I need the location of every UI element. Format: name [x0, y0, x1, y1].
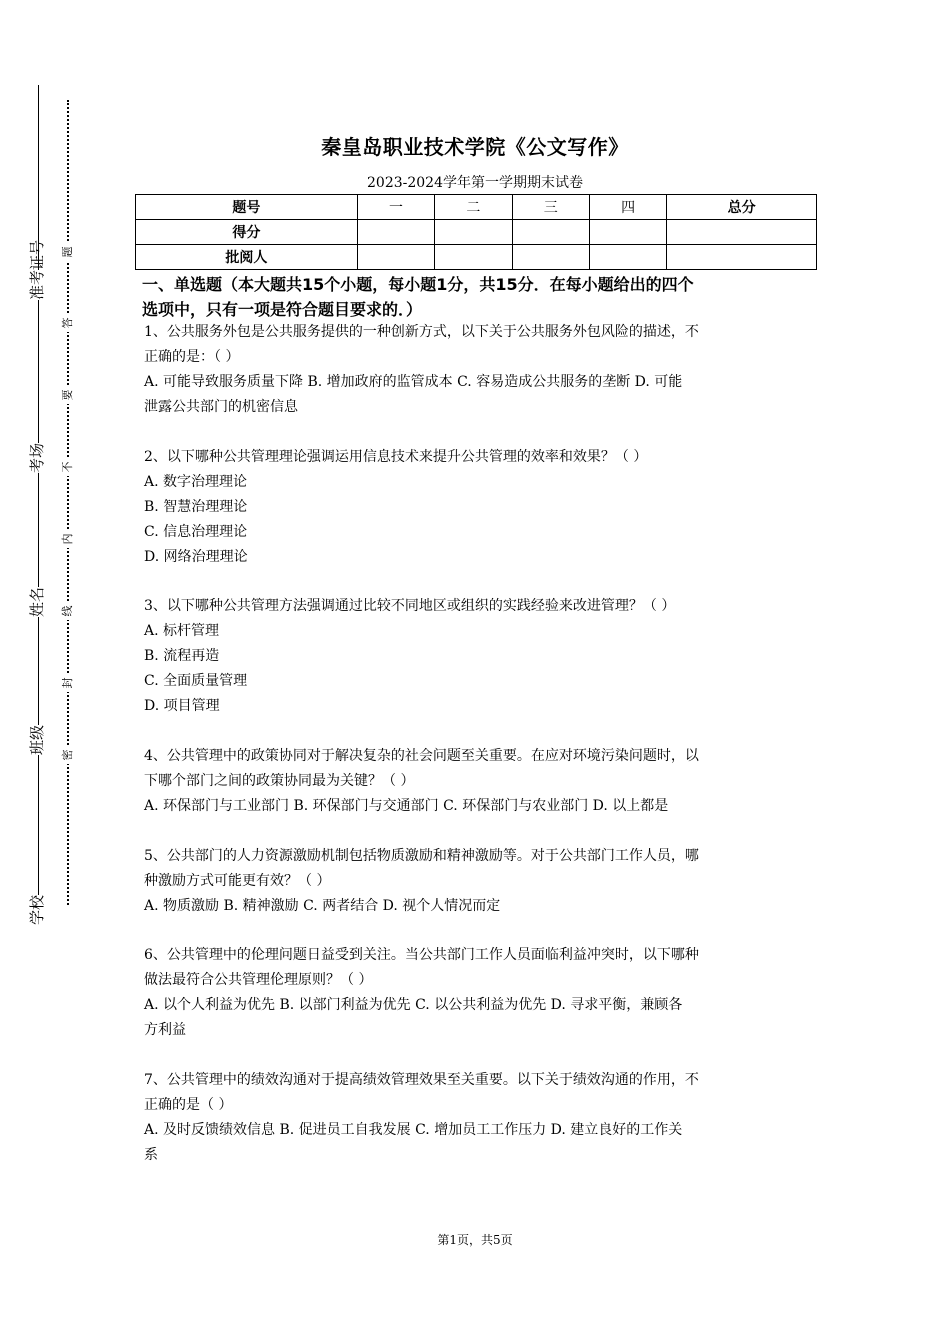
score-cell[interactable]	[512, 245, 589, 270]
question-stem: 做法最符合公共管理伦理原则？（ ）	[144, 972, 373, 988]
question-option: D. 网络治理理论	[144, 549, 248, 565]
score-col-header: 三	[512, 195, 589, 220]
question-3	[144, 594, 810, 719]
score-row-label: 得分	[136, 220, 358, 245]
question-option: A. 数字治理理论	[144, 474, 248, 490]
score-cell[interactable]	[589, 220, 666, 245]
seal-char: 不	[61, 458, 75, 476]
score-col-header: 题号	[136, 195, 358, 220]
binding-dotted-line	[67, 100, 69, 905]
question-option: B. 智慧治理理论	[144, 499, 248, 515]
seal-char: 密	[61, 746, 75, 764]
seal-char: 要	[61, 386, 75, 404]
question-options: A. 及时反馈绩效信息 B. 促进员工自我发展 C. 增加员工工作压力 D. 建立良好的工作关	[144, 1122, 683, 1138]
question-option: C. 全面质量管理	[144, 673, 248, 689]
question-stem: 1、公共服务外包是公共服务提供的一种创新方式，以下关于公共服务外包风险的描述，不	[144, 324, 699, 340]
question-6	[144, 943, 810, 1043]
question-option: A. 标杆管理	[144, 623, 220, 639]
question-stem: 正确的是：（ ）	[144, 349, 240, 365]
score-cell[interactable]	[589, 245, 666, 270]
score-cell[interactable]	[667, 245, 817, 270]
score-cell[interactable]	[435, 220, 512, 245]
question-stem: 4、公共管理中的政策协同对于解决复杂的社会问题至关重要。在应对环境污染问题时，以	[144, 748, 699, 764]
question-stem: 种激励方式可能更有效？（ ）	[144, 873, 331, 889]
field-label-school: 学校	[28, 894, 46, 925]
score-col-header: 四	[589, 195, 666, 220]
seal-char: 题	[61, 243, 75, 261]
page-subtitle: 2023-2024学年第一学期期末试卷	[367, 175, 583, 191]
question-stem: 5、公共部门的人力资源激励机制包括物质激励和精神激励等。对于公共部门工作人员，哪	[144, 848, 699, 864]
section-heading-line: 选项中，只有一项是符合题目要求的．）	[142, 300, 423, 319]
question-options: 泄露公共部门的机密信息	[144, 399, 298, 415]
question-stem: 7、公共管理中的绩效沟通对于提高绩效管理效果至关重要。以下关于绩效沟通的作用，不	[144, 1072, 699, 1088]
score-cell[interactable]	[435, 245, 512, 270]
question-options: A. 可能导致服务质量下降 B. 增加政府的监管成本 C. 容易造成公共服务的垄断 D. 可能	[144, 374, 683, 390]
question-stem: 6、公共管理中的伦理问题日益受到关注。当公共部门工作人员面临利益冲突时，以下哪种	[144, 947, 699, 963]
question-options: 方利益	[144, 1022, 186, 1038]
seal-char: 线	[61, 602, 75, 620]
score-cell[interactable]	[667, 220, 817, 245]
question-option: B. 流程再造	[144, 648, 220, 664]
seal-char: 答	[61, 314, 75, 332]
score-table	[135, 194, 817, 270]
score-col-header: 二	[435, 195, 512, 220]
score-row-label: 批阅人	[136, 245, 358, 270]
question-4	[144, 744, 810, 819]
seal-char: 内	[61, 530, 75, 548]
question-5	[144, 844, 810, 919]
question-options: A. 物质激励 B. 精神激励 C. 两者结合 D. 视个人情况而定	[144, 898, 501, 914]
seal-char: 封	[61, 674, 75, 692]
page-footer: 第1页，共5页	[437, 1233, 513, 1247]
score-table-header-row	[136, 195, 817, 220]
question-7	[144, 1068, 810, 1168]
section-heading	[142, 272, 812, 322]
field-label-exam-room: 考场	[28, 442, 46, 473]
question-option: C. 信息治理理论	[144, 524, 248, 540]
score-table-row	[136, 245, 817, 270]
question-stem: 3、以下哪种公共管理方法强调通过比较不同地区或组织的实践经验来改进管理？（ ）	[144, 598, 676, 614]
page-title: 秦皇岛职业技术学院《公文写作》	[321, 135, 629, 159]
field-label-exam-number: 准考证号	[28, 239, 46, 300]
question-stem: 2、以下哪种公共管理理论强调运用信息技术来提升公共管理的效率和效果？（ ）	[144, 449, 648, 465]
question-options: A. 环保部门与工业部门 B. 环保部门与交通部门 C. 环保部门与农业部门 D. 以上都是	[144, 798, 669, 814]
score-cell[interactable]	[357, 245, 434, 270]
question-1	[144, 320, 810, 420]
section-heading-line: 一、单选题（本大题共15个小题，每小题1分，共15分．在每小题给出的四个	[142, 275, 694, 294]
question-option: D. 项目管理	[144, 698, 220, 714]
field-label-name: 姓名	[28, 586, 46, 617]
question-stem: 下哪个部门之间的政策协同最为关键？（ ）	[144, 773, 415, 789]
field-label-class: 班级	[28, 724, 46, 755]
question-options: A. 以个人利益为优先 B. 以部门利益为优先 C. 以公共利益为优先 D. 寻求平衡，兼顾各	[144, 997, 683, 1013]
question-2	[144, 445, 810, 570]
score-col-header: 一	[357, 195, 434, 220]
score-col-header: 总分	[667, 195, 817, 220]
score-cell[interactable]	[357, 220, 434, 245]
binding-margin	[0, 0, 110, 1344]
binding-solid-line	[38, 85, 39, 925]
score-table-row	[136, 220, 817, 245]
question-stem: 正确的是（ ）	[144, 1097, 233, 1113]
score-cell[interactable]	[512, 220, 589, 245]
question-options: 系	[144, 1147, 158, 1163]
